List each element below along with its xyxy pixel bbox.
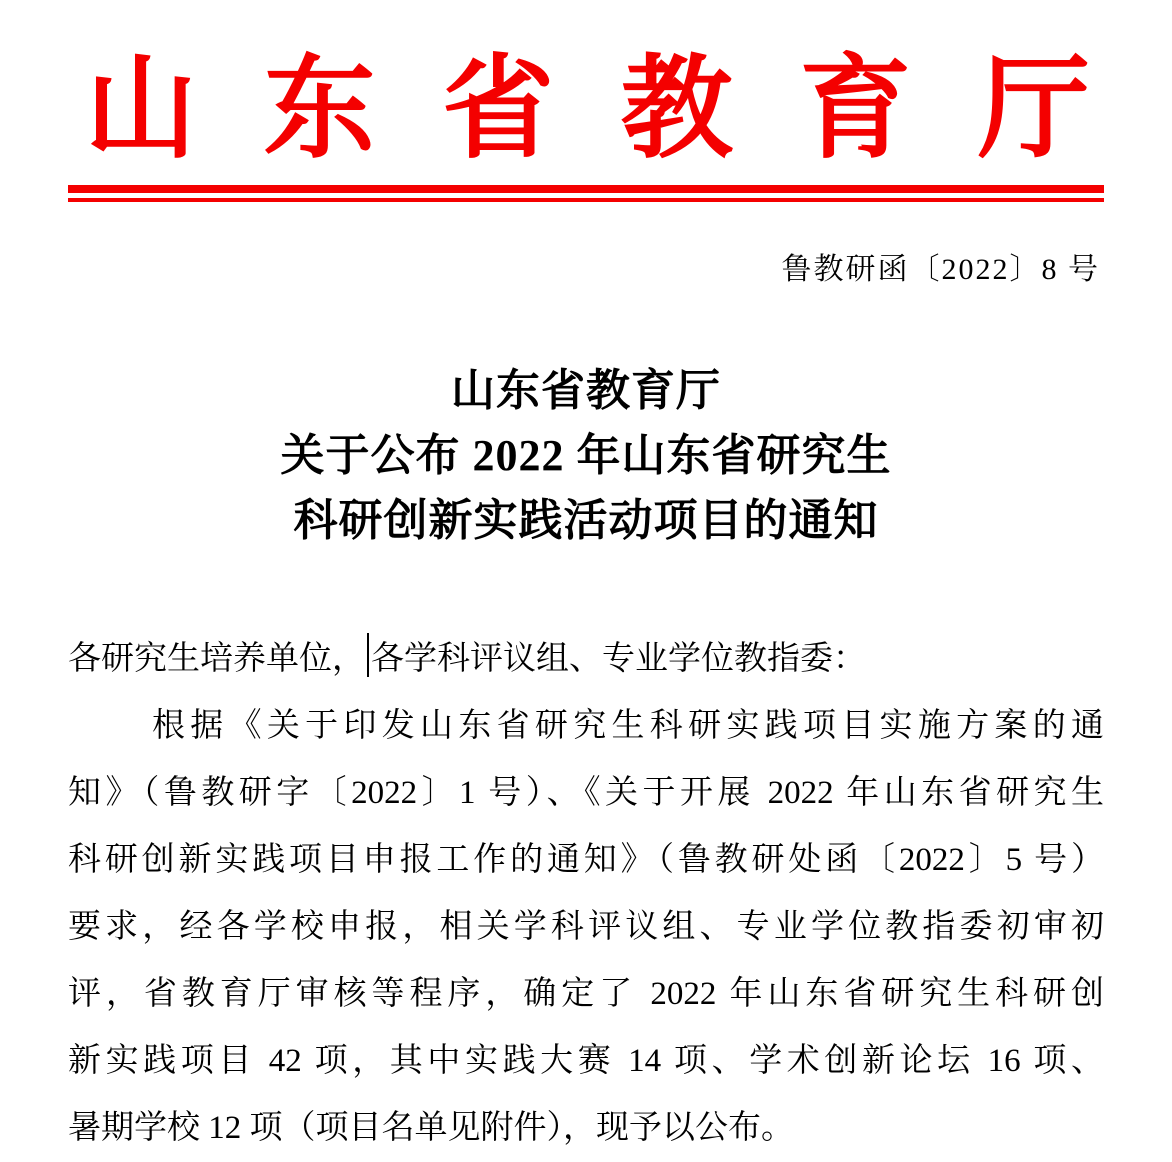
notice-body	[68, 626, 1104, 1162]
salutation-line	[68, 626, 1104, 693]
agency-char: 厅	[977, 48, 1090, 172]
text-cursor	[367, 633, 369, 677]
body-line: 暑期学校 12 项（项目名单见附件），现予以公布。	[68, 1110, 794, 1146]
body-line: 知》（鲁教研字〔2022〕1 号）、《关于开展 2022 年山东省研究生	[68, 775, 1104, 811]
agency-letterhead	[85, 50, 1090, 171]
notice-title-line-2: 关于公布 2022 年山东省研究生	[280, 431, 892, 480]
body-line: 根据《关于印发山东省研究生科研实践项目实施方案的通	[152, 708, 1104, 744]
body-line: 评，省教育厅审核等程序，确定了 2022 年山东省研究生科研创	[68, 976, 1104, 1012]
red-rule-thick	[68, 185, 1104, 193]
agency-char: 省	[442, 48, 555, 172]
agency-char: 东	[263, 48, 376, 172]
notice-title-line-3: 科研创新实践活动项目的通知	[293, 496, 879, 545]
red-rule-thin	[68, 198, 1104, 202]
document-number: 鲁教研函〔2022〕8 号	[781, 253, 1100, 286]
body-line: 新实践项目 42 项，其中实践大赛 14 项、学术创新论坛 16 项、	[68, 1043, 1104, 1079]
notice-title	[0, 358, 1172, 553]
notice-title-line-1: 山东省教育厅	[451, 366, 721, 415]
agency-char: 山	[85, 48, 197, 172]
agency-char: 教	[620, 48, 733, 172]
body-line: 科研创新实践项目申报工作的通知》（鲁教研处函〔2022〕5 号）	[68, 842, 1104, 878]
body-line: 要求，经各学校申报，相关学科评议组、专业学位教指委初审初	[68, 909, 1104, 945]
salutation-text-before: 各研究生培养单位，	[68, 641, 365, 677]
salutation-text-after: 各学科评议组、专业学位教指委：	[371, 641, 866, 677]
agency-char: 育	[799, 48, 912, 172]
